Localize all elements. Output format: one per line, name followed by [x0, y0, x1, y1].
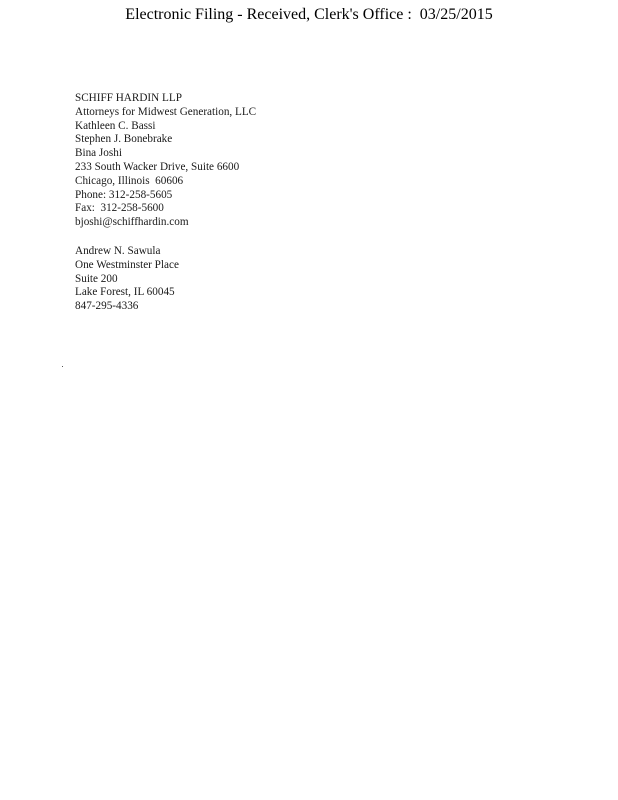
suite: Suite 200: [75, 272, 118, 285]
phone-number: Phone: 312-258-5605: [75, 188, 173, 201]
fax-number: Fax: 312-258-5600: [75, 202, 164, 215]
email-address: bjoshi@schiffhardin.com: [75, 216, 189, 229]
street-address: One Westminster Place: [75, 258, 179, 271]
city-state-zip: Chicago, Illinois 60606: [75, 174, 184, 187]
counsel-address-block: [75, 92, 256, 230]
attorney-name: Stephen J. Bonebrake: [75, 133, 173, 146]
city-state-zip: Lake Forest, IL 60045: [75, 286, 175, 299]
phone-number: 847-295-4336: [75, 300, 139, 313]
filing-stamp-header: Electronic Filing - Received, Clerk's Office : 03/25/2015: [125, 6, 493, 23]
firm-name: SCHIFF HARDIN LLP: [75, 92, 182, 104]
contact-name: Andrew N. Sawula: [75, 245, 161, 257]
street-address: 233 South Wacker Drive, Suite 6600: [75, 160, 240, 173]
firm-role: Attorneys for Midwest Generation, LLC: [75, 105, 257, 118]
contact-address-block: [75, 245, 179, 314]
scan-speck: [62, 366, 63, 367]
attorney-name: Bina Joshi: [75, 147, 122, 160]
attorney-name: Kathleen C. Bassi: [75, 119, 156, 132]
